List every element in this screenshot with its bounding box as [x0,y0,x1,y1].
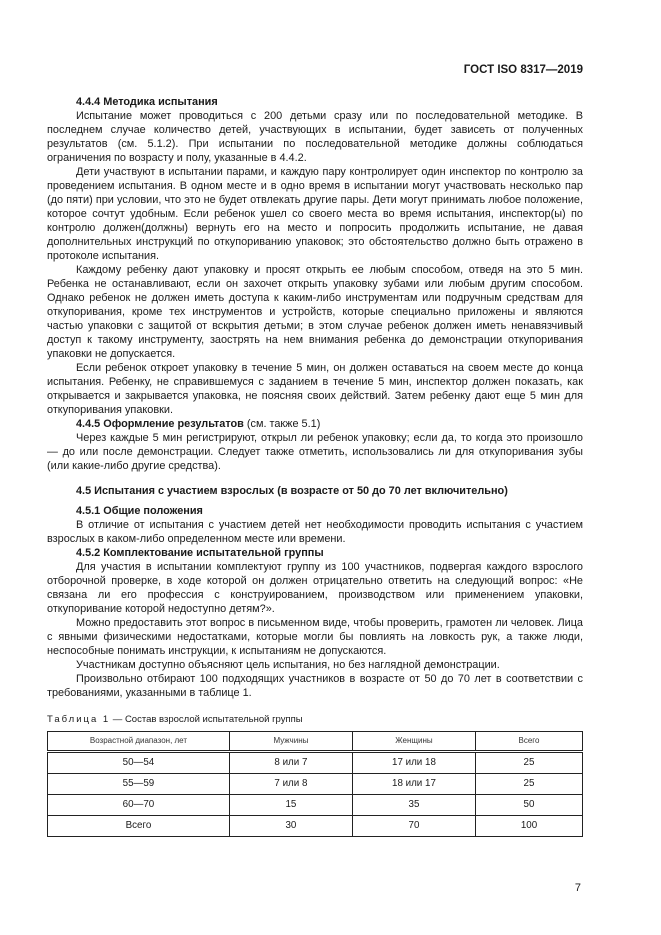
heading-note: (см. также 5.1) [243,418,321,430]
table-cell: 17 или 18 [352,752,475,774]
table-cell: 30 [229,816,352,837]
table-cell: 50 [475,795,582,816]
participants-table [47,731,583,837]
table-title: — Состав взрослой испытательной группы [110,714,303,725]
table-cell: 35 [352,795,475,816]
column-header: Всего [475,732,582,752]
table-cell: 8 или 7 [229,752,352,774]
table-cell: 25 [475,774,582,795]
heading-text: 4.4.5 Оформление результатов [76,418,244,430]
paragraph: Можно предоставить этот вопрос в письменном виде, чтобы проверить, грамотен ли человек. Лица с явными физическими недостатками, которые могли бы повлиять на ловкость рук, а также люди, неспособные понимать инструкции, к испытаниям не допускаются. [47,617,583,657]
document-id-header: ГОСТ ISO 8317—2019 [463,64,583,76]
table-label: Таблица 1 [47,714,111,725]
heading-4-4-4: 4.4.4 Методика испытания [76,96,218,108]
table-cell: Всего [48,816,230,837]
page-number: 7 [574,882,581,894]
document-body [47,95,583,700]
table-cell: 70 [352,816,475,837]
table-row [48,795,583,816]
table-header-row [48,732,583,752]
table-cell: 60—70 [48,795,230,816]
column-header: Возрастной диапазон, лет [48,732,230,752]
column-header: Женщины [352,732,475,752]
paragraph: Дети участвуют в испытании парами, и каждую пару контролирует один инспектор по контролю за проведением испытания. В одном месте и в одно время в испытании могут участвовать несколько пар (до пяти) при условии, что это не будет отвлекать другие пары. Дети могут принимать любое положение, которое сочтут удобным. Если ребенок ушел со своего места во время испытания, инспектор(ы) по контролю должен(должны) вернуть его на место и попросить продолжить испытание, не давая дополнительных инструкций по откупориванию упаковок; это обстоятельство должно быть отражено в протоколе испытания. [47,166,583,262]
heading-4-5-1: 4.5.1 Общие положения [76,505,203,517]
table-caption [47,714,583,726]
heading-4-5-2: 4.5.2 Комплектование испытательной группы [76,547,324,559]
paragraph: Через каждые 5 мин регистрируют, открыл ли ребенок упаковку; если да, то когда это произошло — до или после демонстрации. Следует также отметить, использовались ли для откупоривания зубы (или какие-либо другие средства). [47,432,583,472]
paragraph: Каждому ребенку дают упаковку и просят открыть ее любым способом, отведя на это 5 мин. Ребенка не останавливают, если он захочет открыть упаковку зубами или любым другим способом. Однако ребенок не должен иметь доступа к каким-либо инструментам или подручным средствам для откупоривания, кроме тех инструментов и устройств, которые специально приложены и являются частью упаковки с защитой от вскрытия детьми; в этом случае ребенок должен иметь ненавязчивый доступ к такому инструменту, заострять на нем внимания ребенка до демонстрации откупоривания упаковки не допускается. [47,264,583,360]
heading-4-4-5 [47,417,583,431]
table-cell: 25 [475,752,582,774]
column-header: Мужчины [229,732,352,752]
paragraph: Участникам доступно объясняют цель испытания, но без наглядной демонстрации. [76,659,500,671]
table-total-row [48,816,583,837]
table-row [48,752,583,774]
paragraph: Испытание может проводиться с 200 детьми сразу или по последовательной методике. В последнем случае количество детей, участвующих в испытании, будет зависеть от полученных результатов (см. 5.1.2). При испытании по последовательной методике должны соблюдаться ограничения по возрасту и полу, указанные в 4.4.2. [47,110,583,164]
table-row [48,774,583,795]
table-cell: 100 [475,816,582,837]
paragraph: Произвольно отбирают 100 подходящих участников в возрасте от 50 до 70 лет в соответствии с требованиями, указанными в таблице 1. [47,673,583,699]
table-cell: 50—54 [48,752,230,774]
table-cell: 15 [229,795,352,816]
paragraph: Если ребенок откроет упаковку в течение 5 мин, он должен оставаться на своем месте до конца испытания. Ребенку, не справившемуся с заданием в течение 5 мин, инспектор должен показать, как открывается и закрывается упаковка, не поясняя своих действий. Затем ребенку дают еще 5 мин для откупоривания упаковки. [47,362,583,416]
paragraph: Для участия в испытании комплектуют группу из 100 участников, подвергая каждого взрослого отборочной проверке, в ходе которой он должен отрицательно ответить на следующий вопрос: «Не связана ли его профессия с конструированием, производством или применением упаковки, откупоривание которой недоступно детям?». [47,561,583,615]
section-heading-4-5: 4.5 Испытания с участием взрослых (в возрасте от 50 до 70 лет включительно) [76,485,508,497]
table-cell: 18 или 17 [352,774,475,795]
table-cell: 7 или 8 [229,774,352,795]
paragraph: В отличие от испытания с участием детей нет необходимости проводить испытания с участием взрослых в каком-либо определенном месте или времени. [47,519,583,545]
table-cell: 55—59 [48,774,230,795]
